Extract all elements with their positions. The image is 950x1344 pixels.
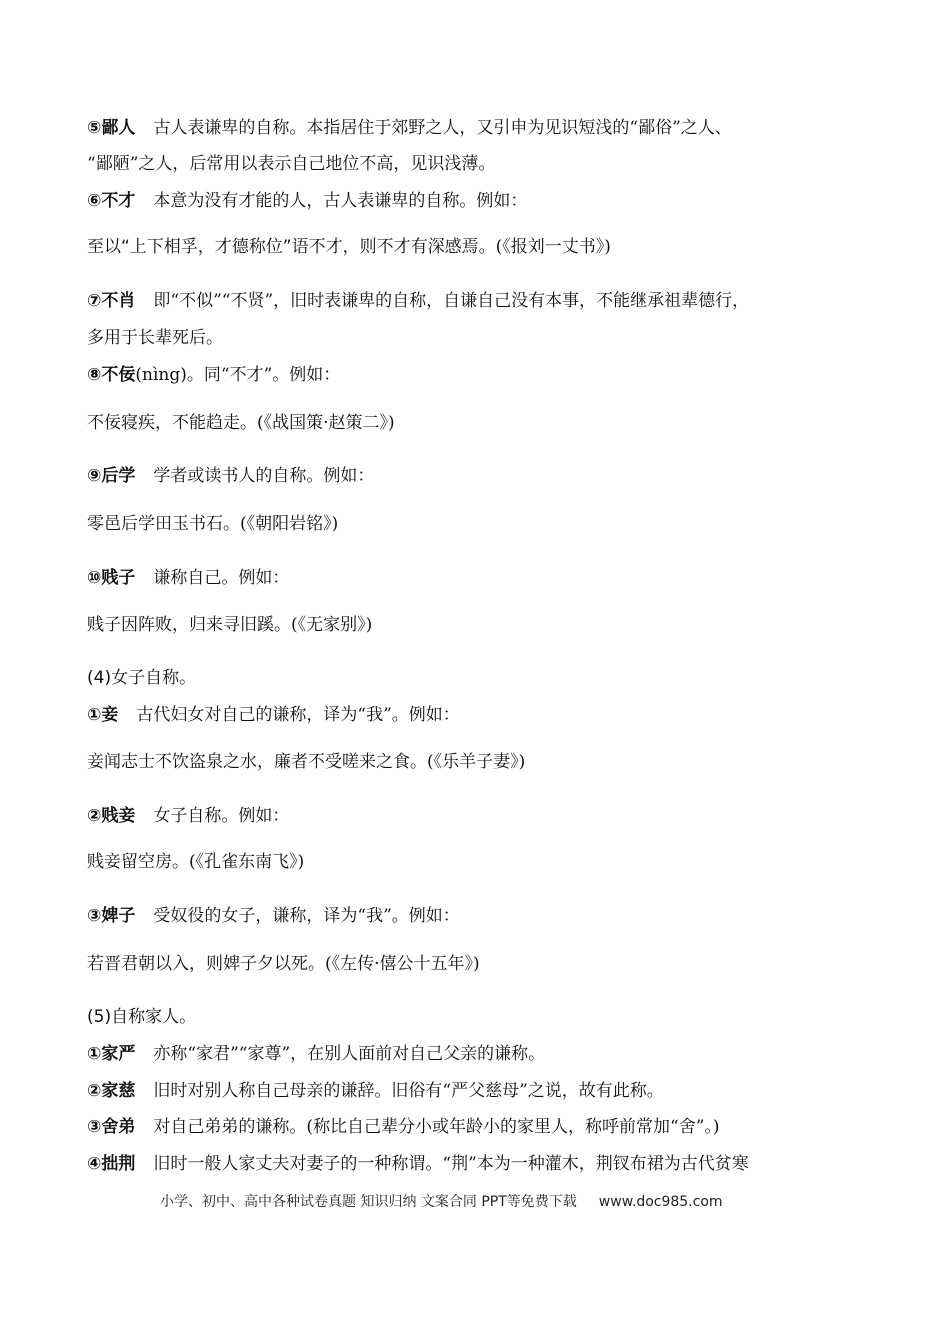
entry-line — [87, 704, 890, 726]
example-line — [87, 953, 890, 975]
entry-text: 古代妇女对自己的谦称，译为“我”。例如： — [136, 705, 460, 725]
entry-line — [87, 117, 890, 139]
entry-term: ②贱妾 — [87, 806, 136, 826]
example-text: 不佞寝疾，不能趋走。 — [87, 413, 257, 433]
example-line — [87, 412, 890, 434]
entry-text: (nìng)。同“不才”。例如： — [135, 365, 341, 385]
example-line — [87, 513, 890, 535]
entry-text: 女子自称。例如： — [153, 806, 290, 826]
entry-line — [87, 905, 890, 927]
entry-line — [87, 1116, 890, 1138]
example-text: 妾闻志士不饮盗泉之水，廉者不受嗟来之食。 — [87, 752, 427, 772]
entry-text: 旧时对别人称自己母亲的谦辞。旧俗有“严父慈母”之说，故有此称。 — [153, 1081, 664, 1101]
example-source: (《朝阳岩铭》) — [240, 514, 339, 534]
entry-text: 对自己弟弟的谦称。(称比自己辈分小或年龄小的家里人，称呼前常加“舍”。) — [153, 1117, 720, 1137]
entry-line — [87, 364, 890, 386]
entry-continuation — [87, 327, 890, 349]
entry-term: ⑤鄙人 — [87, 118, 136, 138]
entry-text: 本意为没有才能的人，古人表谦卑的自称。例如： — [153, 191, 528, 211]
entry-line — [87, 190, 890, 212]
entry-text: 亦称“家君”“家尊”，在别人面前对自己父亲的谦称。 — [153, 1044, 546, 1064]
entry-text: 谦称自己。例如： — [153, 568, 290, 588]
entry-term: ⑧不佞 — [87, 365, 136, 385]
footer-text: 小学、初中、高中各种试卷真题 知识归纳 文案合同 PPT等免费下载 — [160, 1194, 577, 1210]
example-source: (《乐羊子妻》) — [427, 752, 526, 772]
page-footer — [160, 1191, 723, 1211]
example-text: 贱子因阵败，归来寻旧蹊。 — [87, 615, 291, 635]
section-heading — [87, 1006, 890, 1028]
example-source: (《孔雀东南飞》) — [189, 852, 305, 872]
entry-term: ⑩贱子 — [87, 568, 136, 588]
section-heading — [87, 667, 890, 689]
footer-url-link[interactable]: www.doc985.com — [598, 1194, 723, 1210]
example-text: 至以“上下相孚，才德称位”语不才，则不才有深感焉。 — [87, 237, 496, 257]
entry-text: 多用于长辈死后。 — [87, 328, 223, 348]
example-source: (《战国策·赵策二》) — [257, 413, 395, 433]
entry-line — [87, 1043, 890, 1065]
example-text: 零邑后学田玉书石。 — [87, 514, 240, 534]
entry-text: 学者或读书人的自称。例如： — [153, 466, 375, 486]
entry-line — [87, 805, 890, 827]
entry-term: ①家严 — [87, 1044, 136, 1064]
example-source: (《无家别》) — [291, 615, 373, 635]
entry-term: ③舍弟 — [87, 1117, 136, 1137]
example-line — [87, 851, 890, 873]
entry-line — [87, 290, 890, 312]
entry-text: 即“不似”“不贤”，旧时表谦卑的自称，自谦自己没有本事，不能继承祖辈德行， — [153, 291, 750, 311]
entry-text: 受奴役的女子，谦称，译为“我”。例如： — [153, 906, 460, 926]
entry-line — [87, 465, 890, 487]
entry-term: ①妾 — [87, 705, 119, 725]
example-text: 若晋君朝以入，则婢子夕以死。 — [87, 954, 325, 974]
entry-continuation — [87, 153, 890, 175]
example-line — [87, 614, 890, 636]
section-heading-text: (5)自称家人。 — [87, 1007, 197, 1027]
example-text: 贱妾留空房。 — [87, 852, 189, 872]
example-source: (《报刘一丈书》) — [495, 237, 611, 257]
entry-line — [87, 1080, 890, 1102]
example-line — [87, 751, 890, 773]
entry-text: “鄙陋”之人，后常用以表示自己地位不高，见识浅薄。 — [87, 154, 496, 174]
entry-term: ③婢子 — [87, 906, 136, 926]
example-source: (《左传·僖公十五年》) — [325, 954, 480, 974]
entry-term: ④拙荆 — [87, 1154, 136, 1174]
example-line — [87, 236, 890, 258]
section-heading-text: (4)女子自称。 — [87, 668, 197, 688]
entry-text: 古人表谦卑的自称。本指居住于郊野之人，又引申为见识短浅的“鄙俗”之人、 — [153, 118, 732, 138]
entry-term: ②家慈 — [87, 1081, 136, 1101]
entry-term: ⑨后学 — [87, 466, 136, 486]
entry-term: ⑥不才 — [87, 191, 136, 211]
entry-text: 旧时一般人家丈夫对妻子的一种称谓。“荆”本为一种灌木，荆钗布裙为古代贫寒 — [153, 1154, 749, 1174]
entry-term: ⑦不肖 — [87, 291, 136, 311]
entry-line — [87, 567, 890, 589]
entry-line — [87, 1153, 890, 1175]
